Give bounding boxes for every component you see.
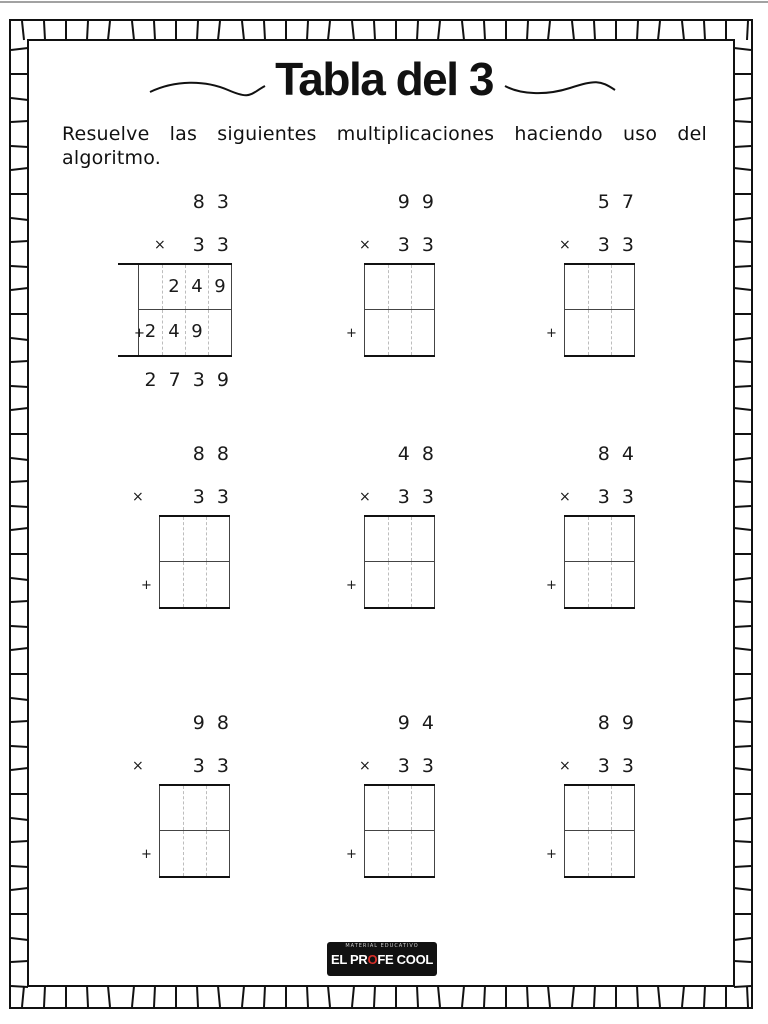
answer-cell[interactable] (411, 310, 434, 355)
sum-divider (159, 876, 230, 878)
multiplicand: 8 9 (597, 712, 637, 734)
answer-cell[interactable] (588, 786, 611, 830)
sum-divider (364, 355, 435, 357)
answer-cell[interactable] (588, 562, 611, 607)
answer-cell[interactable] (388, 517, 411, 561)
answer-cell[interactable]: 4 (162, 310, 185, 355)
answer-cell[interactable] (565, 562, 588, 607)
answer-cell[interactable] (388, 310, 411, 355)
plus-sign: + (346, 847, 357, 862)
multiplicand: 8 3 (192, 191, 232, 213)
answer-cell[interactable] (388, 831, 411, 876)
answer-cell[interactable] (388, 786, 411, 830)
answer-cell[interactable] (183, 786, 206, 830)
multiply-sign: × (132, 489, 144, 505)
plus-sign: + (141, 847, 152, 862)
sum-divider (118, 355, 232, 357)
plus-sign: + (134, 326, 145, 341)
logo-brand: EL PROFE COOL (330, 952, 434, 967)
answer-cell[interactable] (588, 265, 611, 309)
answer-cell[interactable] (611, 831, 634, 876)
multiplier: 3 3 (397, 755, 437, 777)
multiplication-problem (457, 190, 637, 400)
multiply-sign: × (359, 758, 371, 774)
answer-cell[interactable] (183, 831, 206, 876)
multiplicand: 8 4 (597, 443, 637, 465)
multiplicand: 4 8 (397, 443, 437, 465)
partial-product-row-2[interactable] (159, 831, 230, 876)
answer-cell[interactable] (183, 562, 206, 607)
multiplicand: 9 9 (397, 191, 437, 213)
answer-cell[interactable] (611, 265, 634, 309)
plus-sign: + (346, 326, 357, 341)
answer-cell[interactable] (160, 562, 183, 607)
multiply-sign: × (559, 489, 571, 505)
answer-cell[interactable] (588, 517, 611, 561)
answer-cell[interactable] (411, 831, 434, 876)
partial-product-row-1[interactable] (364, 786, 435, 831)
answer-cell[interactable] (611, 786, 634, 830)
multiplication-problem (52, 190, 232, 400)
multiplier: 3 3 (597, 755, 637, 777)
multiplication-problem (52, 442, 232, 652)
multiplication-problem (52, 711, 232, 921)
multiplier: 3 3 (192, 755, 232, 777)
page-title: Tabla del 3 (275, 53, 493, 105)
partial-product-row-1[interactable] (159, 517, 230, 562)
multiply-sign: × (559, 237, 571, 253)
answer-cell[interactable] (206, 831, 229, 876)
title-area (0, 50, 768, 120)
multiplier: 3 3 (192, 234, 232, 256)
answer-cell[interactable] (365, 265, 388, 309)
multiplicand: 8 8 (192, 443, 232, 465)
answer-cell[interactable] (565, 517, 588, 561)
sum-divider (564, 355, 635, 357)
partial-product-row-2[interactable] (564, 831, 635, 876)
answer-cell[interactable] (206, 562, 229, 607)
multiply-sign: × (559, 758, 571, 774)
answer-cell[interactable]: 2 (144, 321, 157, 342)
answer-cell[interactable]: 2 (162, 265, 185, 309)
partial-product-row-1[interactable] (138, 265, 232, 310)
partial-product-row-1[interactable] (364, 517, 435, 562)
answer-cell[interactable] (565, 786, 588, 830)
multiplicand: 9 4 (397, 712, 437, 734)
instructions-text: Resuelve las siguientes multiplicaciones haciendo uso del algoritmo. (62, 123, 707, 169)
multiplier: 3 3 (192, 486, 232, 508)
multiplier: 3 3 (597, 234, 637, 256)
multiplier: 3 3 (397, 234, 437, 256)
multiplication-problem (257, 190, 437, 400)
multiplication-problem (257, 711, 437, 921)
multiply-sign: × (132, 758, 144, 774)
answer-cell[interactable] (206, 786, 229, 830)
answer-cell[interactable] (365, 831, 388, 876)
answer-cell[interactable] (388, 265, 411, 309)
brand-logo (327, 942, 437, 976)
answer-cell[interactable] (206, 517, 229, 561)
partial-product-row-1[interactable] (564, 265, 635, 310)
answer-cell[interactable] (160, 786, 183, 830)
multiplicand: 5 7 (597, 191, 637, 213)
multiplication-problem (457, 442, 637, 652)
partial-product-row-1[interactable] (159, 786, 230, 831)
partial-product-row-2[interactable] (159, 562, 230, 607)
partial-product-row-2[interactable] (364, 310, 435, 355)
answer-cell[interactable] (365, 310, 388, 355)
answer-cell[interactable] (565, 310, 588, 355)
plus-sign: + (546, 326, 557, 341)
answer-cell[interactable] (611, 517, 634, 561)
partial-product-row-1[interactable] (564, 786, 635, 831)
multiply-sign: × (154, 237, 166, 253)
answer-cell[interactable] (411, 786, 434, 830)
sum-divider (564, 607, 635, 609)
answer-cell[interactable] (611, 310, 634, 355)
answer-cell[interactable] (411, 517, 434, 561)
answer-cell[interactable] (160, 517, 183, 561)
multiplication-problem (457, 711, 637, 921)
sum-divider (564, 876, 635, 878)
answer-cell[interactable]: 9 (208, 265, 231, 309)
plus-sign: + (546, 847, 557, 862)
partial-product-row-2[interactable] (364, 831, 435, 876)
partial-product-row-1[interactable] (364, 265, 435, 310)
answer-cell[interactable] (411, 265, 434, 309)
answer-cell[interactable] (611, 562, 634, 607)
multiply-sign: × (359, 489, 371, 505)
multiplicand: 9 8 (192, 712, 232, 734)
answer-cell[interactable] (588, 831, 611, 876)
partial-product-row-2[interactable] (564, 310, 635, 355)
plus-sign: + (346, 578, 357, 593)
answer-cell[interactable]: 4 (185, 265, 208, 309)
plus-sign: + (546, 578, 557, 593)
multiply-sign: × (359, 237, 371, 253)
partial-product-row-2[interactable] (564, 562, 635, 607)
answer-cell[interactable] (365, 786, 388, 830)
answer-cell[interactable] (565, 831, 588, 876)
partial-product-row-1[interactable] (564, 517, 635, 562)
multiplier: 3 3 (597, 486, 637, 508)
partial-product-row-2[interactable] (364, 562, 435, 607)
answer-cell[interactable] (388, 562, 411, 607)
sum-divider (364, 876, 435, 878)
answer-cell[interactable] (411, 562, 434, 607)
answer-cell[interactable] (365, 517, 388, 561)
answer-cell[interactable]: 9 (185, 310, 208, 355)
answer-cell[interactable] (160, 831, 183, 876)
answer-cell[interactable] (588, 310, 611, 355)
sum-divider (159, 607, 230, 609)
answer-cell[interactable] (139, 265, 162, 309)
answer-cell[interactable] (183, 517, 206, 561)
sum-divider (364, 607, 435, 609)
answer-cell[interactable] (208, 310, 231, 355)
answer-cell[interactable] (365, 562, 388, 607)
plus-sign: + (141, 578, 152, 593)
multiplier: 3 3 (397, 486, 437, 508)
multiplication-problem (257, 442, 437, 652)
logo-tagline: MATERIAL EDUCATIVO (345, 943, 419, 949)
answer-cell[interactable] (565, 265, 588, 309)
final-result: 2 7 3 9 (144, 369, 232, 391)
partial-product-row-2[interactable] (138, 310, 232, 355)
